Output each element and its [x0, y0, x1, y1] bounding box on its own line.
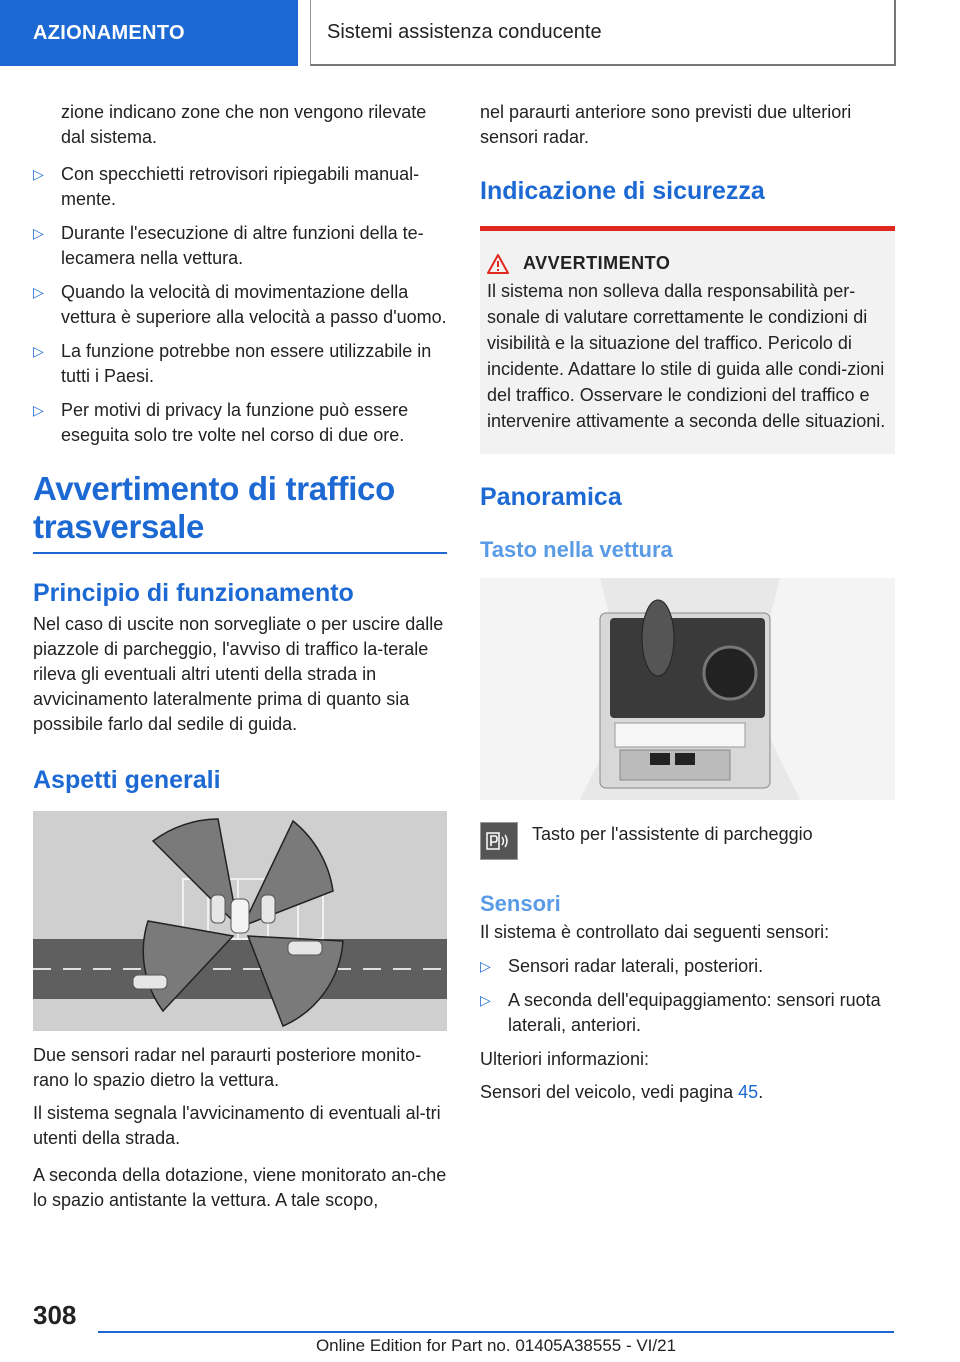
button-caption: Tasto per l'assistente di parcheggio [532, 824, 813, 844]
paragraph-ulteriori: Ulteriori informazioni: [480, 1049, 650, 1069]
header-chapter [310, 0, 896, 66]
heading-principio: Principio di funzionamento [33, 579, 354, 607]
radar-zones-figure [33, 811, 447, 1031]
paragraph-front: A seconda della dotazione, viene monitorato an-che lo spazio antistante la vettura. A tale scopo, [33, 1165, 447, 1210]
triangle-bullet-icon: ▷ [33, 343, 44, 359]
heading-sicurezza: Indicazione di sicurezza [480, 177, 765, 205]
list-item: ▷ Per motivi di privacy la funzione può essere eseguita solo tre volte nel corso di due ore. [33, 400, 409, 445]
page-number: 308 [33, 1300, 77, 1330]
list-item: ▷ Quando la velocità di movimentazione della vettura è superiore alla velocità a passo d'uomo. [33, 282, 447, 327]
page-reference-link[interactable]: 45 [738, 1082, 759, 1102]
list-item: ▷ Con specchietti retrovisori ripiegabili manual-mente. [33, 164, 420, 209]
limitations-list [33, 162, 447, 448]
center-console-illustration [480, 578, 895, 800]
triangle-bullet-icon: ▷ [33, 166, 44, 182]
triangle-bullet-icon: ▷ [33, 284, 44, 300]
paragraph-sensori: Il sistema è controllato dai seguenti sensori: [480, 922, 830, 942]
list-item: ▷ La funzione potrebbe non essere utilizzabile in tutti i Paesi. [33, 341, 432, 386]
triangle-bullet-icon: ▷ [33, 225, 44, 241]
paragraph-radar-front: nel paraurti anteriore sono previsti due ulteriori sensori radar. [480, 102, 852, 147]
parking-sensor-icon [485, 829, 513, 853]
list-item: ▷ Sensori radar laterali, posteriori. [480, 954, 895, 979]
paragraph-principio: Nel caso di uscite non sorvegliate o per uscire dalle piazzole di parcheggio, l'avviso di traffico la-terale rileva gli eventuali altri utenti della strada in avvicinamento lateralmente prima di quanto sia possibile farlo dal sedile di guida. [33, 614, 444, 734]
warning-title [487, 253, 887, 274]
list-item: ▷ Durante l'esecuzione di altre funzioni della te-lecamera nella vettura. [33, 223, 424, 268]
left-column [33, 100, 447, 1213]
right-column [480, 100, 895, 1105]
intro-continuation: zione indicano zone che non vengono rilevate dal sistema. [61, 102, 427, 147]
radar-zones-illustration [33, 811, 447, 1031]
paragraph-signal: Il sistema segnala l'avvicinamento di eventuali al-tri utenti della strada. [33, 1103, 441, 1148]
warning-box [480, 226, 895, 454]
heading-tasto: Tasto nella vettura [480, 537, 673, 562]
heading-panoramica: Panoramica [480, 483, 622, 511]
list-item: ▷ A seconda dell'equipaggiamento: sensori ruota laterali, anteriori. [480, 990, 881, 1035]
sensors-list [480, 954, 895, 1038]
header-section [0, 0, 298, 66]
paragraph-sensors-rear: Due sensori radar nel paraurti posteriore monito-rano lo spazio dietro la vettura. [33, 1045, 422, 1090]
paragraph-reference: Sensori del veicolo, vedi pagina 45. [480, 1082, 764, 1102]
footer-divider [98, 1331, 894, 1333]
header-section-label: AZIONAMENTO [33, 21, 185, 44]
park-assist-button-icon [480, 822, 518, 860]
triangle-bullet-icon: ▷ [480, 992, 491, 1008]
button-caption-row [480, 822, 895, 860]
triangle-bullet-icon: ▷ [33, 402, 44, 418]
footer-edition: Online Edition for Part no. 01405A38555 - VI/21 [315, 1336, 677, 1355]
warning-triangle-icon [487, 254, 509, 274]
header-chapter-label: Sistemi assistenza conducente [327, 20, 602, 43]
heading-aspetti: Aspetti generali [33, 766, 221, 794]
section-title: Avvertimento di traffico trasversale [33, 470, 447, 554]
heading-sensori: Sensori [480, 891, 561, 916]
warning-text: Il sistema non solleva dalla responsabilità per-sonale di valutare correttamente le condizioni di visibilità e la situazione del traffico. Pericolo di incidente. Adattare lo stile di guida alle condi-zioni del traffico. Osservare le condizioni del traffico e intervenire attivamente a seconda delle situazioni. [487, 281, 886, 431]
console-photo [480, 578, 895, 800]
warning-label: AVVERTIMENTO [523, 253, 671, 273]
triangle-bullet-icon: ▷ [480, 958, 491, 974]
